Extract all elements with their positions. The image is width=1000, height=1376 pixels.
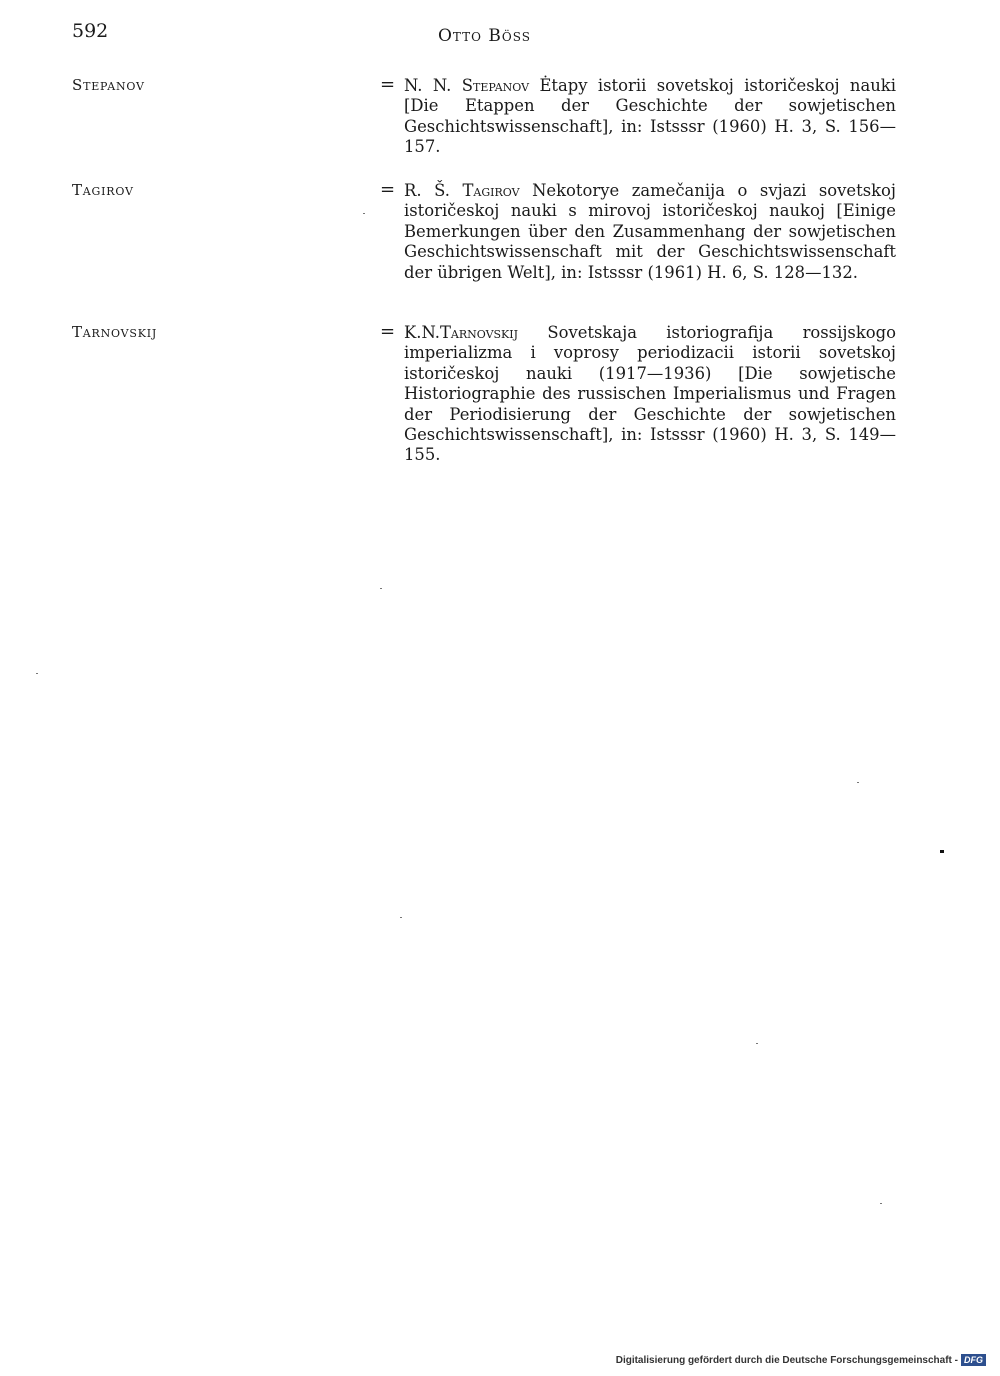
- entry-citation: [404, 76, 896, 158]
- scan-speck: [380, 588, 382, 589]
- running-title: Otto Böss: [438, 26, 531, 46]
- citation-body: Nekotorye zamečanija o svjazi sovetskoj istoričeskoj nauki s mirovoj istoričeskoj naukoj [Einige Bemerkungen über den Zusammenhang der sowjetischen Geschichtswissenschaft mit der Geschichtswissenschaft der übrigen Welt], in: Istsssr (1961) H. 6, S. 128—132.: [404, 181, 896, 282]
- scan-speck: [400, 917, 402, 918]
- entry-key: Tarnovskij: [72, 323, 158, 341]
- page-number: 592: [72, 20, 109, 42]
- scan-speck: [363, 213, 365, 214]
- entry-key: Tagirov: [72, 181, 134, 199]
- citation-author: R. Š. Tagirov: [404, 181, 520, 200]
- citation-author: K.N.Tarnovskij: [404, 323, 519, 342]
- citation-author: N. N. Stepanov: [404, 76, 530, 95]
- scan-speck: [756, 1043, 758, 1044]
- scan-speck: [880, 1203, 882, 1204]
- dfg-logo: DFG: [961, 1354, 986, 1366]
- equals-sign: =: [380, 321, 396, 342]
- entry-citation: [404, 323, 896, 466]
- scan-speck: [36, 673, 38, 674]
- scan-speck: [940, 850, 944, 853]
- citation-body: Sovetskaja istoriografija rossijskogo imperializma i voprosy periodizacii istorii sovetskoj istoričeskoj nauki (1917—1936) [Die sowjetische Historiographie des russischen Imperialismus und Fragen der Periodisierung der Geschichte der sowjetischen Geschichtswissenschaft], in: Istsssr (1960) H. 3, S. 149—155.: [404, 323, 896, 465]
- entry-key: Stepanov: [72, 76, 145, 94]
- footer-text: Digitalisierung gefördert durch die Deutsche Forschungsgemeinschaft -: [615, 1355, 958, 1366]
- scan-speck: [857, 782, 859, 783]
- entry-citation: [404, 181, 896, 283]
- equals-sign: =: [380, 74, 396, 95]
- digitization-footer: [616, 1354, 986, 1366]
- citation-body: Ėtapy istorii sovetskoj istoričeskoj nauki [Die Etappen der Geschichte der sowjetischen Geschichtswissenschaft], in: Istsssr (1960) H. 3, S. 156—157.: [404, 76, 896, 157]
- equals-sign: =: [380, 179, 396, 200]
